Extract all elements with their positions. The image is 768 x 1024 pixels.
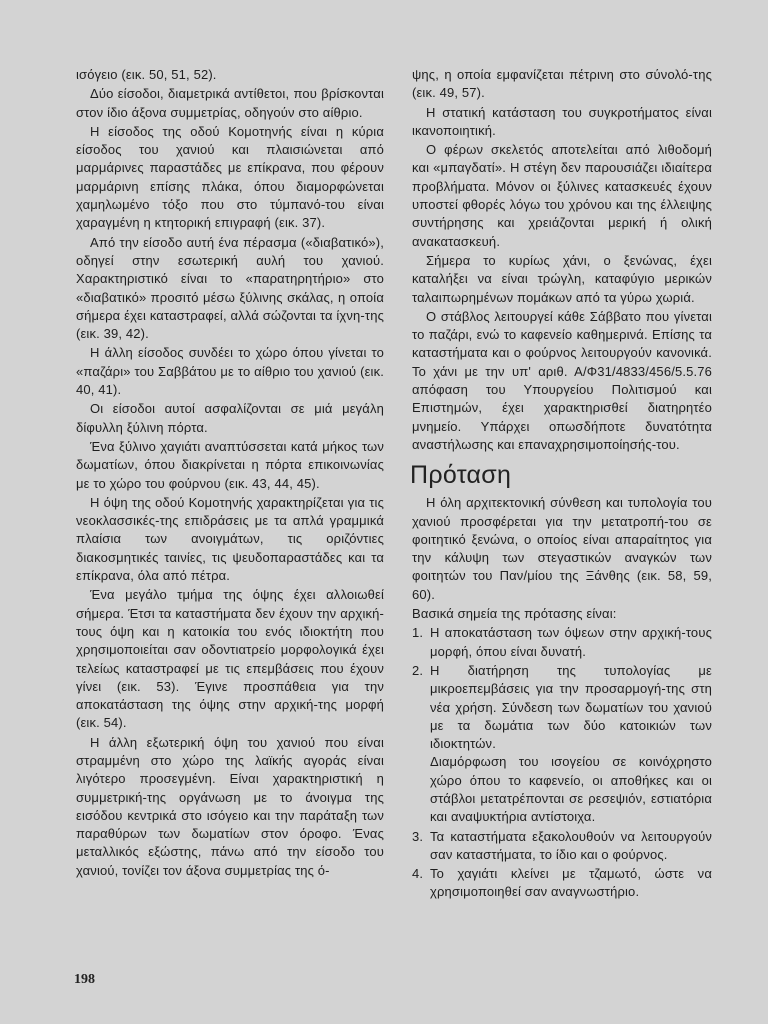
- list-number: 3.: [412, 828, 424, 844]
- body-paragraph: Ο στάβλος λειτουργεί κάθε Σάββατο που γίνεται το παζάρι, ενώ το καφενείο καθημερινά. Επίσης τα καταστήματα και ο φούρνος λειτουργούν κανονικά. Το χάνι με την υπ' αριθ. Α/Φ31/4833/456/5.5.76 απόφαση του Υπουργείου Πολιτισμού και Επιστημών, έχει χαρακτηρισθεί διατηρητέο μνημείο. Υπάρχει οπωσδήποτε δυνατότητα αναστήλωσης και επαναχρησιμοποίησής-του.: [412, 308, 712, 452]
- proposal-text: Το χαγιάτι κλείνει με τζαμωτό, ώστε να χρησιμοποιηθεί σαν αναγνωστήριο.: [430, 866, 712, 900]
- proposal-text: Διαμόρφωση του ισογείου σε κοινόχρηστο χώρο όπου το καφενείο, οι αποθήκες και οι στάβλοι μετατρέπονται σε ρεσεψιόν, εστιατόρια και αναψυκτήρια αντίστοιχα.: [430, 754, 712, 825]
- body-paragraph: ισόγειο (εικ. 50, 51, 52).: [76, 67, 217, 82]
- section-title: Πρόταση: [410, 461, 512, 490]
- proposal-item: [412, 828, 712, 865]
- proposal-item: [412, 865, 712, 902]
- page-number: 198: [74, 972, 95, 987]
- list-number: 2.: [412, 662, 424, 678]
- body-paragraph: Η είσοδος της οδού Κομοτηνής είναι η κύρια είσοδος του χανιού και πλαισιώνεται από μαρμάρινες παραστάδες με επίκρανα, που φέρουν μαρμάρινη επίσης πλάκα, όπου διαμορφώνεται χαμηλωμένο τόξο που στο τύμπανό-του είναι χαραγμένη η κτητορική επιγραφή (εικ. 37).: [76, 123, 384, 231]
- right-column-intro: [412, 66, 712, 454]
- body-paragraph: Η όψη της οδού Κομοτηνής χαρακτηρίζεται για τις νεοκλασσικές-της επιδράσεις με τα απλά γραμμικά πλαίσια των ανοιγμάτων, τις οριζόντιες διακοσμητικές ταινίες, τις ψευδοπαραστάδες και τα επίκρανα, όλα από πέτρα.: [76, 494, 384, 584]
- proposal-text: Η διατήρηση της τυπολογίας με μικροεπεμβάσεις για την προσαρμογή-της στη νέα χρήση. Σύνδεση των δωματίων του χανιού με τα δωμάτια των δύο κατοικιών των ιδιοκτητών.: [430, 662, 712, 752]
- list-number: 4.: [412, 866, 424, 882]
- right-column: [412, 66, 712, 903]
- body-paragraph: Ο φέρων σκελετός αποτελείται από λιθοδομή και «μπαγδατί». Η στέγη δεν παρουσιάζει ιδιαίτερα προβλήματα. Μόνον οι ξύλινες κατασκευές έχουν υποστεί φθορές λόγω του χρόνου και της έλλειψης συντήρησης και χρειάζονται μερική ή ολική ανακατασκευή.: [412, 142, 712, 249]
- left-column: [76, 66, 384, 881]
- body-paragraph: Ένα ξύλινο χαγιάτι αναπτύσσεται κατά μήκος των δωματίων, όπου διακρίνεται η πόρτα επικοινωνίας με το χώρο του φούρνου (εικ. 43, 44, 45).: [76, 438, 384, 491]
- body-paragraph: Η άλλη εξωτερική όψη του χανιού που είναι στραμμένη στο χώρο της λαϊκής αγοράς είναι λιγότερο προσεγμένη. Είναι χαρακτηριστική η συμμετρική-της οργάνωση με το άνοιγμα της εισόδου κεντρικά στο ισόγειο και την παράταξη των παραθύρων των δωματίων στον όροφο. Ένας μεταλλικός εξώστης, πάνω από την είσοδο του χανιού, τονίζει τον άξονα συμμετρίας της ό-: [76, 734, 384, 878]
- body-paragraph: Από την είσοδο αυτή ένα πέρασμα («διαβατικό»), οδηγεί στην εσωτερική αυλή του χανιού. Χαρακτηριστικό είναι το «παρατηρητήριο» στο «διαβατικό» προσιτό μέσω ξύλινης σκάλας, η οποία σήμερα έχει καταστραφεί, αλλά σώζονται τα ίχνη-της (εικ. 39, 42).: [76, 234, 384, 342]
- proposal-item: [412, 624, 712, 661]
- body-paragraph: Οι είσοδοι αυτοί ασφαλίζονται σε μιά μεγάλη δίφυλλη ξύλινη πόρτα.: [76, 401, 384, 435]
- body-paragraph: Δύο είσοδοι, διαμετρικά αντίθετοι, που βρίσκονται στον ίδιο άξονα συμμετρίας, οδηγούν στο αίθριο.: [76, 86, 384, 120]
- body-paragraph: Σήμερα το κυρίως χάνι, ο ξενώνας, έχει καταλήξει να είναι τρώγλη, καταφύγιο μερικών ταλαιπωρημένων πομάκων από τα γύρω χωριά.: [412, 252, 712, 305]
- body-paragraph: Βασικά σημεία της πρότασης είναι:: [412, 606, 617, 622]
- body-paragraph: Η στατική κατάσταση του συγκροτήματος είναι ικανοποιητική.: [412, 104, 712, 138]
- list-number: 1.: [412, 625, 424, 641]
- body-paragraph: Η άλλη είσοδος συνδέει το χώρο όπου γίνεται το «παζάρι» του Σαββάτου με το αίθριο του χανιού (εικ. 40, 41).: [76, 345, 384, 398]
- proposal-text: Η αποκατάσταση των όψεων στην αρχική-τους μορφή, όπου είναι δυνατή.: [430, 625, 712, 659]
- proposal-text: Τα καταστήματα εξακολουθούν να λειτουργούν σαν καταστήματα, το ίδιο και ο φούρνος.: [430, 828, 712, 862]
- section-body: [412, 494, 712, 623]
- proposal-item: [412, 662, 712, 827]
- body-paragraph: Η όλη αρχιτεκτονική σύνθεση και τυπολογία του χανιού προσφέρεται για την μετατροπή-του σε φοιτητικό ξενώνα, ο οποίος είναι απαραίτητος για την κάλυψη των στεγαστικών αναγκών των φοιτητών του Παν/μίου της Ξάνθης (εικ. 58, 59, 60).: [412, 495, 712, 602]
- body-paragraph: ψης, η οποία εμφανίζεται πέτρινη στο σύνολό-της (εικ. 49, 57).: [412, 67, 712, 101]
- proposal-list: [412, 624, 712, 901]
- body-paragraph: Ένα μεγάλο τμήμα της όψης έχει αλλοιωθεί σήμερα. Έτσι τα καταστήματα δεν έχουν την αρχική-τους όψη και η κατοικία του ενός ιδιοκτήτη που χρησιμοποιείται σαν οδοντιατρείο μορφολογικά έχει τελείως καταστραφεί με τις επεμβάσεις που έχουν γίνει (εικ. 53). Έγινε προσπάθεια για την αποκατάσταση της όψης στην αρχική-της μορφή (εικ. 54).: [76, 587, 384, 731]
